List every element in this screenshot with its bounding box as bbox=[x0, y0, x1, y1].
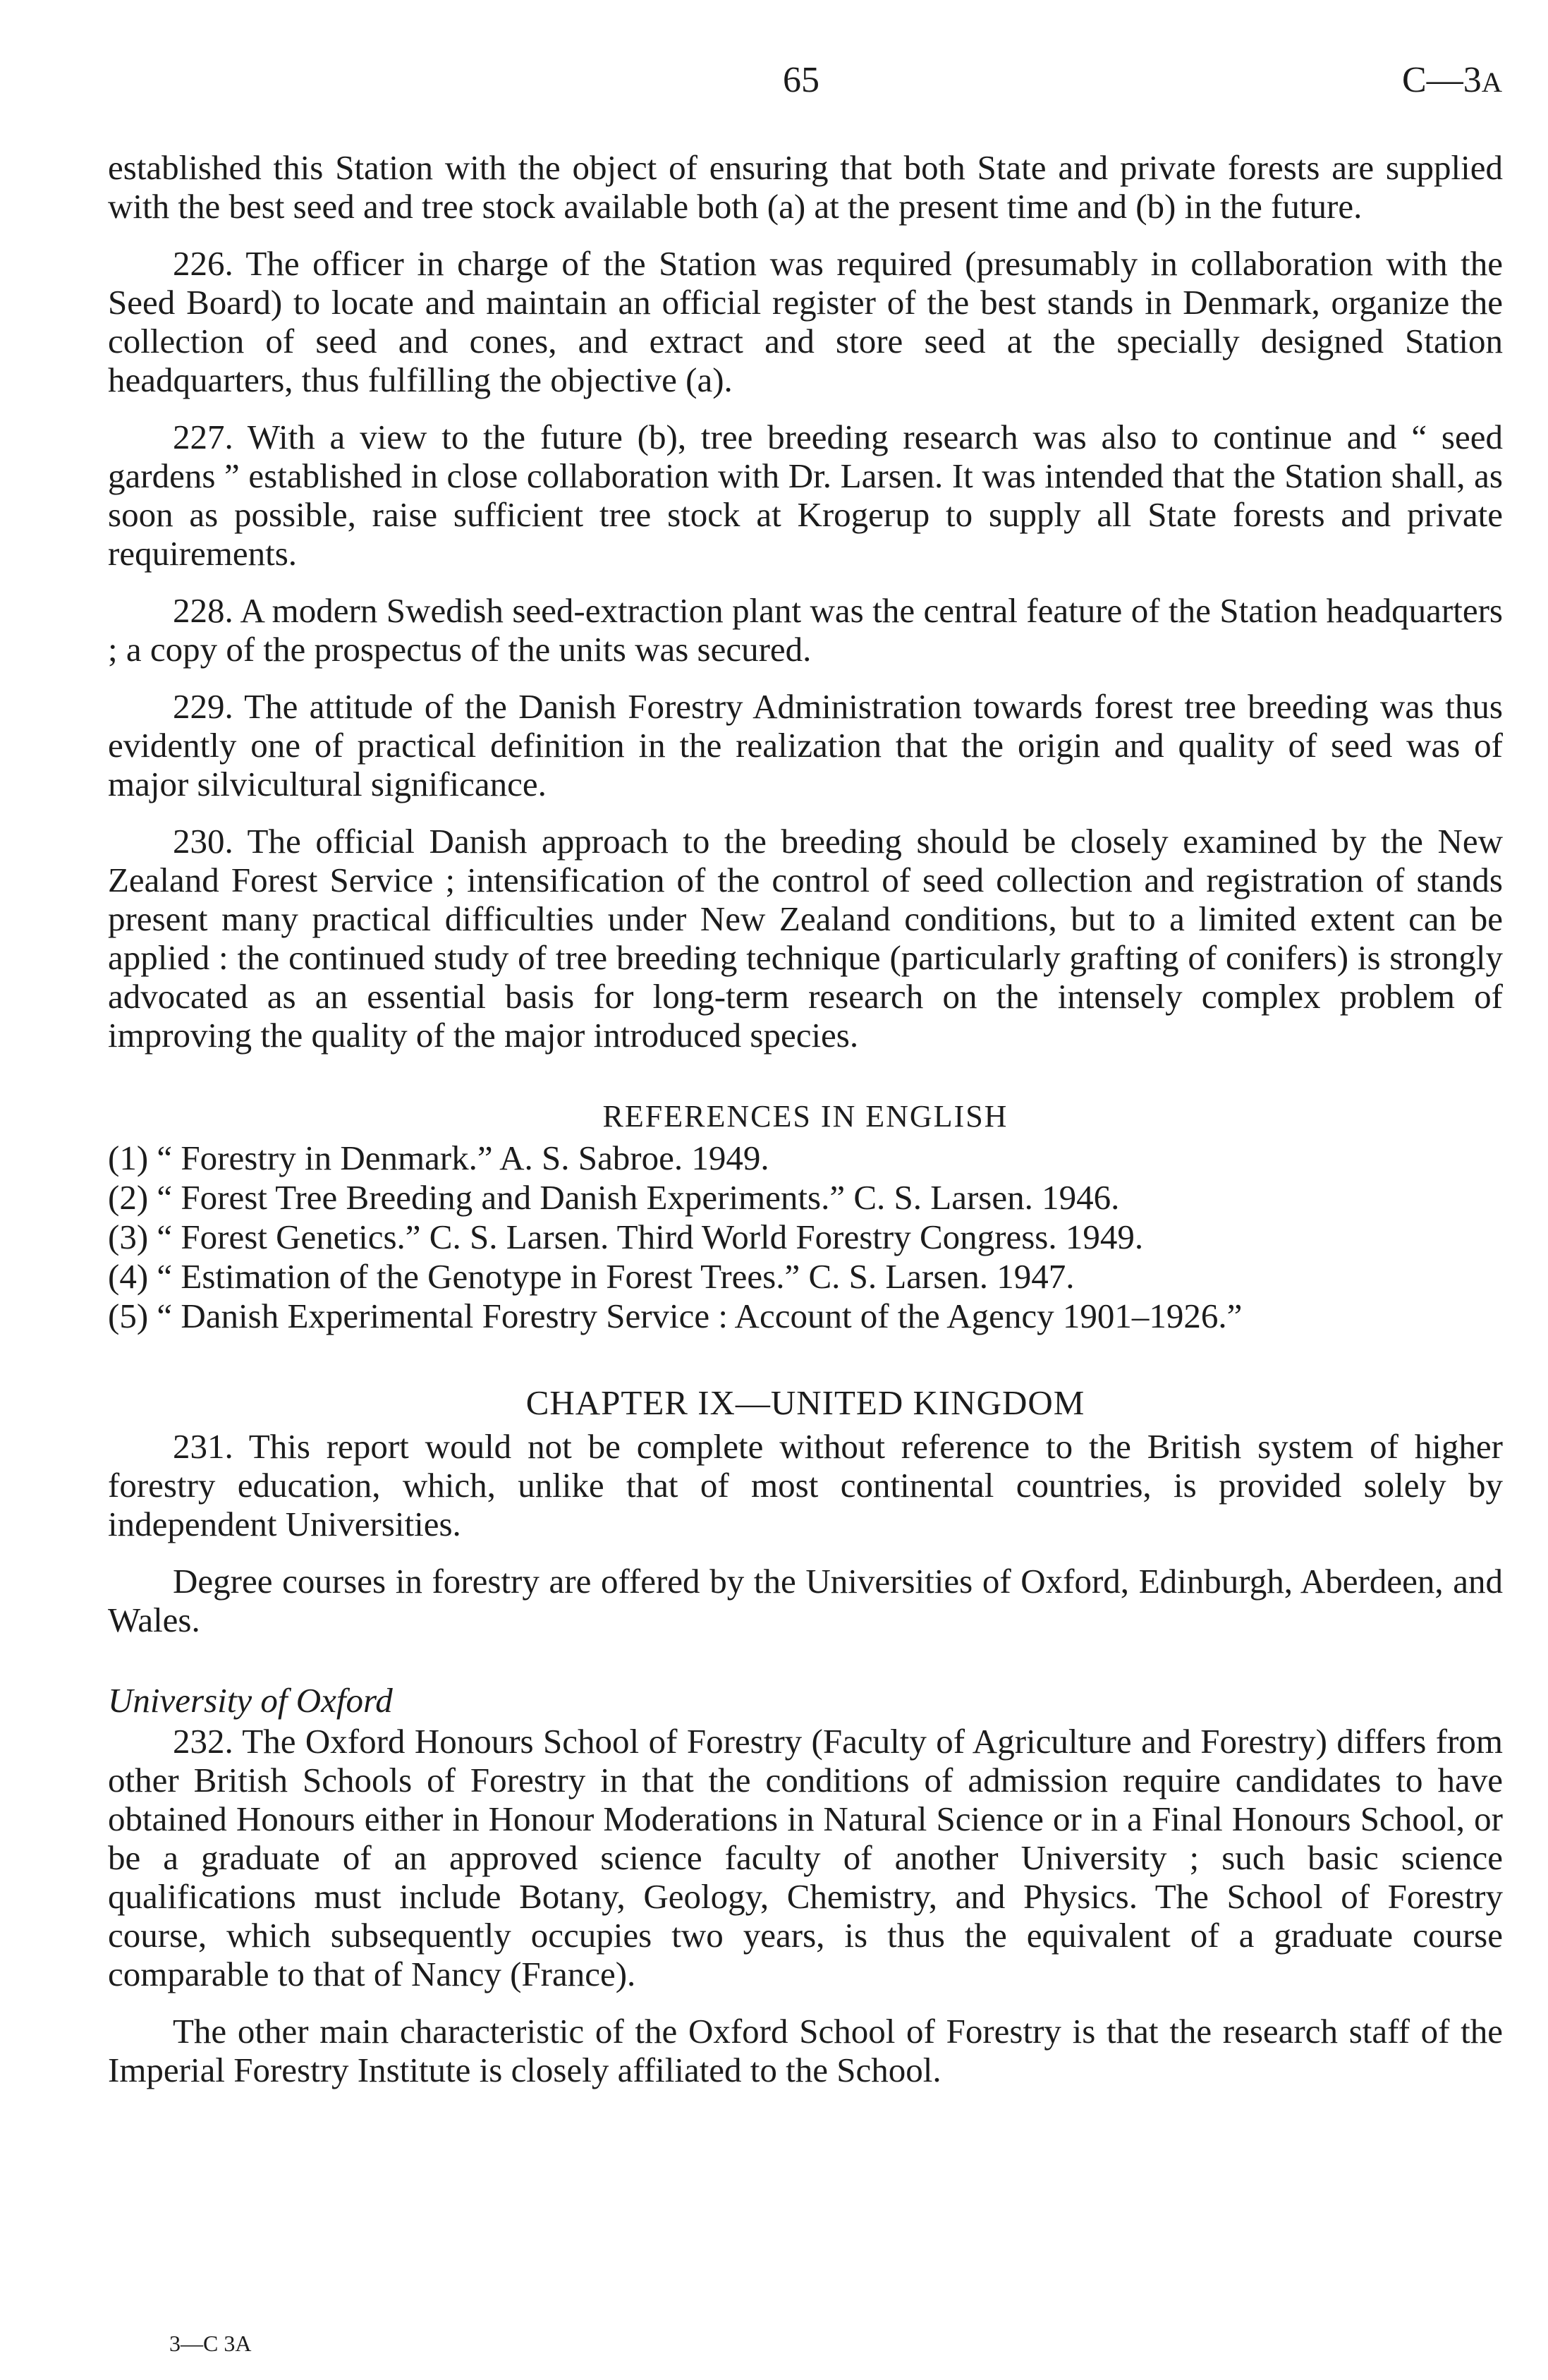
page-body bbox=[108, 148, 1503, 2089]
paragraph-degree-courses: Degree courses in forestry are offered by the Universities of Oxford, Edinburgh, Aberdeen, and Wales. bbox=[108, 1562, 1503, 1639]
page-number: 65 bbox=[783, 60, 819, 100]
references-list bbox=[108, 1139, 1503, 1336]
reference-item: (1) “ Forestry in Denmark.” A. S. Sabroe. 1949. bbox=[108, 1139, 769, 1177]
paragraph-oxford-staff: The other main characteristic of the Oxford School of Forestry is that the research staff of the Imperial Forestry Institute is closely affiliated to the School. bbox=[108, 2012, 1503, 2089]
document-reference bbox=[1402, 59, 1502, 101]
paragraph-227: 227. With a view to the future (b), tree breeding research was also to continue and “ seed gardens ” established in close collaboration with Dr. Larsen. It was intended that the Station shall, as soon as possible, raise sufficient tree stock at Krogerup to supply all State forests and private requirements. bbox=[108, 418, 1503, 573]
document-reference-main: C—3 bbox=[1402, 60, 1482, 100]
section-heading-oxford: University of Oxford bbox=[108, 1681, 393, 1720]
paragraph-229: 229. The attitude of the Danish Forestry Administration towards forest tree breeding was thus evidently one of practical definition in the realization that the origin and quality of seed was of major silvicultural significance. bbox=[108, 687, 1503, 803]
document-reference-suffix: A bbox=[1481, 66, 1502, 98]
references-heading: REFERENCES IN ENGLISH bbox=[602, 1099, 1008, 1134]
reference-item: (5) “ Danish Experimental Forestry Service : Account of the Agency 1901–1926.” bbox=[108, 1297, 1243, 1335]
reference-item: (2) “ Forest Tree Breeding and Danish Experiments.” C. S. Larsen. 1946. bbox=[108, 1178, 1120, 1217]
printer-signature: 3—C 3A bbox=[169, 2331, 252, 2356]
paragraph-226: 226. The officer in charge of the Station was required (presumably in collaboration with the Seed Board) to locate and maintain an official register of the best stands in Denmark, organize the collection of seed and cones, and extract and store seed at the specially designed Station headquarters, thus fulfilling the objective (a). bbox=[108, 244, 1503, 399]
chapter-heading: CHAPTER IX—UNITED KINGDOM bbox=[525, 1383, 1085, 1422]
paragraph-intro: established this Station with the object of ensuring that both State and private forests are supplied with the best seed and tree stock available both (a) at the present time and (b) in the future. bbox=[108, 148, 1503, 226]
reference-item: (4) “ Estimation of the Genotype in Forest Trees.” C. S. Larsen. 1947. bbox=[108, 1257, 1075, 1296]
paragraph-228: 228. A modern Swedish seed-extraction plant was the central feature of the Station headquarters ; a copy of the prospectus of the units was secured. bbox=[108, 591, 1503, 669]
page-header bbox=[0, 59, 1548, 109]
paragraph-231: 231. This report would not be complete without reference to the British system of higher forestry education, which, unlike that of most continental countries, is provided solely by independent Universities. bbox=[108, 1427, 1503, 1543]
paragraph-232: 232. The Oxford Honours School of Forestry (Faculty of Agriculture and Forestry) differs from other British Schools of Forestry in that the conditions of admission require candidates to have obtained Honours either in Honour Moderations in Natural Science or in a Final Honours School, or be a graduate of an approved science faculty of another University ; such basic science qualifications must include Botany, Geology, Chemistry, and Physics. The School of Forestry course, which subsequently occupies two years, is thus the equivalent of a graduate course comparable to that of Nancy (France). bbox=[108, 1722, 1503, 1993]
reference-item: (3) “ Forest Genetics.” C. S. Larsen. Third World Forestry Congress. 1949. bbox=[108, 1218, 1144, 1256]
paragraph-230: 230. The official Danish approach to the breeding should be closely examined by the New Zealand Forest Service ; intensification of the control of seed collection and registration of stands present many practical difficulties under New Zealand conditions, but to a limited extent can be applied : the continued study of tree breeding technique (particularly grafting of conifers) is strongly advocated as an essential basis for long-term research on the intensely complex problem of improving the quality of the major introduced species. bbox=[108, 822, 1503, 1055]
